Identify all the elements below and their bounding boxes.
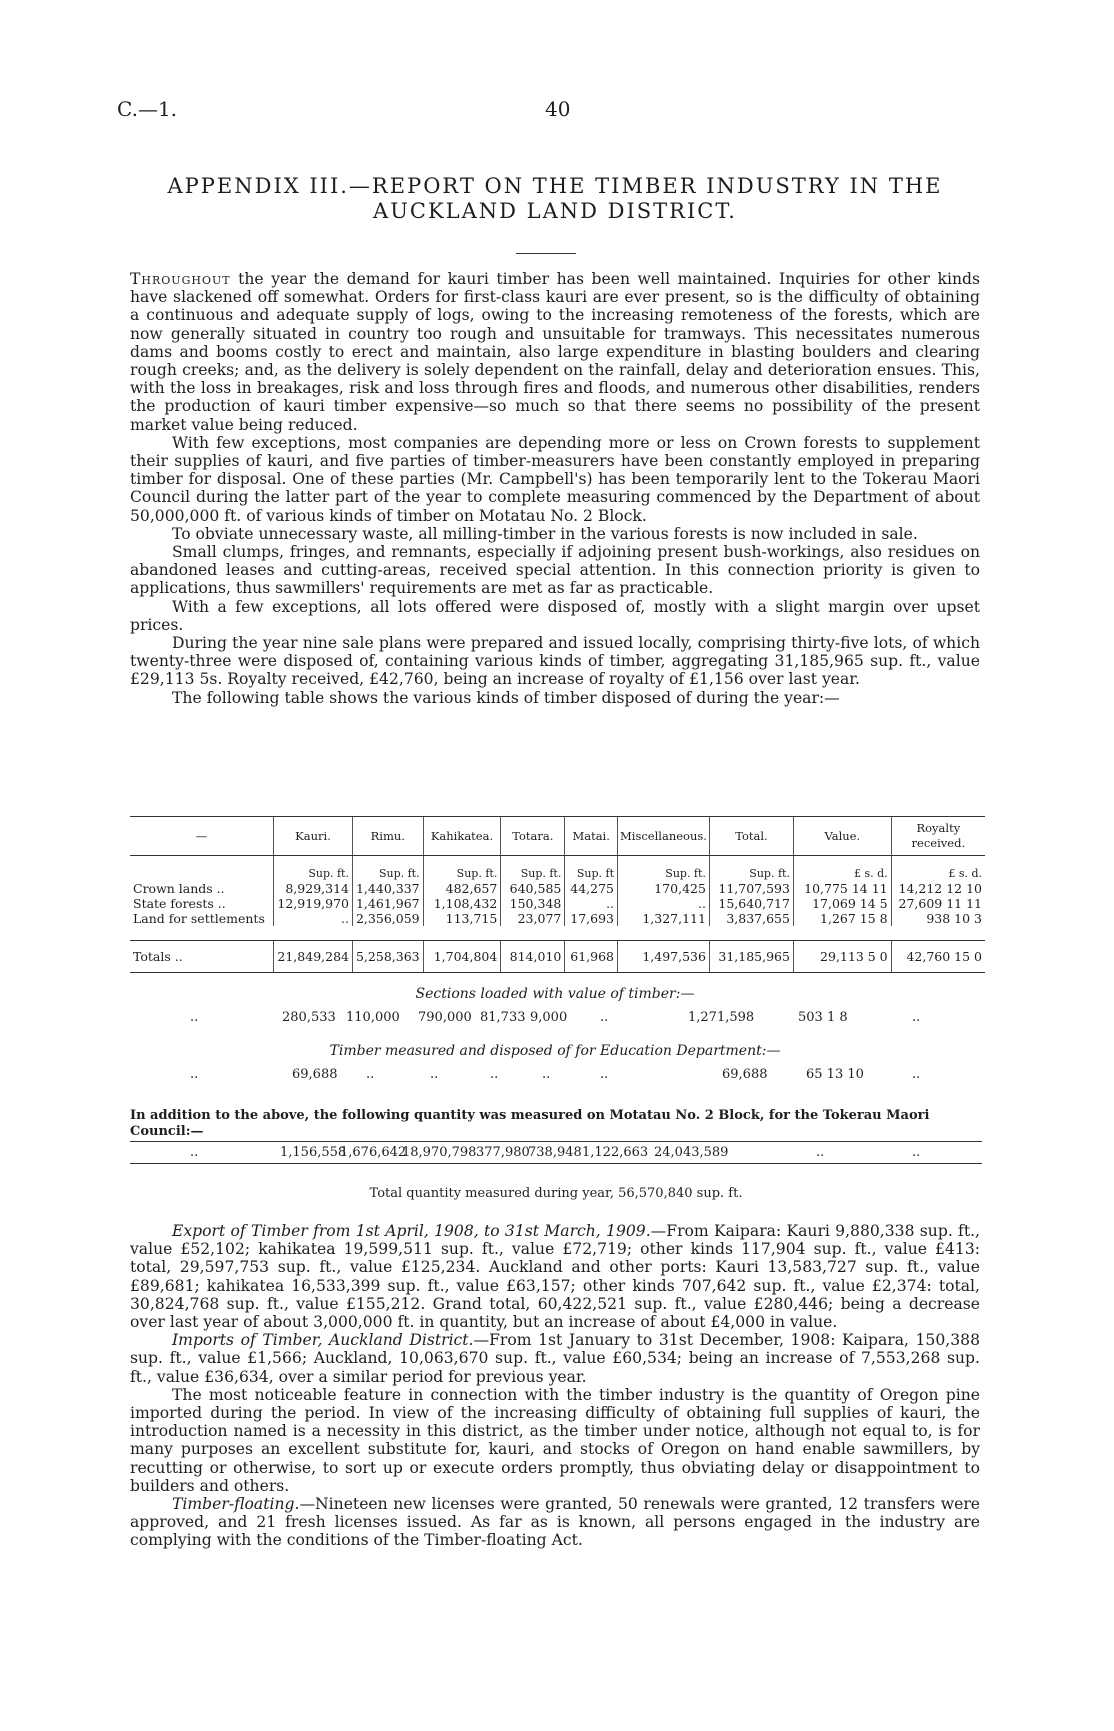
header-kahikatea: Kahikatea.	[423, 817, 501, 856]
council-note: In addition to the above, the following quantity was measured on Motatau No. 2 Block, for the Tokerau Maori Council:—	[130, 1108, 930, 1139]
document-reference: C.—1.	[117, 97, 178, 121]
timber-disposal-table	[130, 816, 985, 973]
education-caption: Timber measured and disposed of for Education Department:—	[329, 1043, 781, 1059]
header-blank: —	[130, 817, 274, 856]
header-royalty: Royalty received.	[891, 817, 985, 856]
title-line-2: AUCKLAND LAND DISTRICT.	[373, 199, 737, 223]
title-line-1: APPENDIX III.—REPORT ON THE TIMBER INDUSTRY IN THE	[167, 174, 943, 198]
paragraph-7: The following table shows the various kinds of timber disposed of during the year:—	[172, 688, 840, 707]
header-value: Value.	[793, 817, 891, 856]
table-header-row	[130, 817, 985, 856]
paragraph-3: To obviate unnecessary waste, all milling-timber in the various forests is now included in sale.	[172, 524, 918, 543]
units-row: Sup. ft. Sup. ft. Sup. ft. Sup. ft. Sup. ft Sup. ft. Sup. ft. £ s. d. £ s. d.	[130, 856, 985, 882]
page-number: 40	[545, 97, 571, 121]
paragraph-6: During the year nine sale plans were prepared and issued locally, comprising thirty-five lots, of which twenty-three were disposed of, containing various kinds of timber, aggregating 31,185,965 sup. ft., value £29,113 5s. Royalty received, £42,760, being an increase of royalty of £1,156 over last year.	[130, 634, 980, 689]
intro-text	[130, 270, 980, 707]
table-row: Crown lands .. 8,929,314 1,440,337 482,657 640,585 44,275 170,425 11,707,593 10,775 14 11 14,212 12 10	[130, 881, 985, 896]
table-row: Land for settlements .. 2,356,059 113,715 23,077 17,693 1,327,111 3,837,655 1,267 15 8 938 10 3	[130, 911, 985, 926]
total-quantity: Total quantity measured during year, 56,570,840 sup. ft.	[369, 1186, 743, 1201]
document-page: C.—1. 40 APPENDIX III.—REPORT ON THE TIMBER INDUSTRY IN THE AUCKLAND LAND DISTRICT. Throughout the year the demand for kauri timber has been well maintained. Inquiries for other kinds have slackened off somewhat. Orders for first-class kauri are ever present, so is the difficulty of obtaining a continuous and adequate supply of logs, owing to the increasing remoteness of the forests, which are now generally situated in country too rough and unsuitable for tramways. This necessitates numerous dams and booms costly to erect and maintain, also large expenditure in blasting boulders and clearing rough creeks; and, as the delivery is solely dependent on the rainfall, delay and deterioration ensues. This, with the loss in breakages, risk and loss through fires and floods, and numerous other disabilities, renders the production of kauri timber expensive—so much so that there seems no possibility of the present market value being reduced. With few exceptions, most companies are depending more or less on Crown forests to supplement their supplies of kauri, and five parties of timber-measurers have been constantly employed in preparing timber for disposal. One of these parties (Mr. Campbell's) has been temporarily lent to the Tokerau Maori Council during the latter part of the year to complete measuring commenced by the Department of about 50,000,000 ft. of various kinds of timber on Motatau No. 2 Block. To obviate unnecessary waste, all milling-timber in the various forests is now included in sale. Small clumps, fringes, and remnants, especially if adjoining present bush-workings, also residues on abandoned leases and cutting-areas, received special attention. In this connection priority is given to applications, thus sawmillers' requirements are met as far as practicable. With a few exceptions, all lots offered were disposed of, mostly with a slight margin over upset prices. During the year nine sale plans were prepared and issued locally, comprising thirty-five lots, of which twenty-three were disposed of, containing various kinds of timber, aggregating 31,185,965 sup. ft., value £29,113 5s. Royalty received, £42,760, being an increase of royalty of £1,156 over last year. The following table shows the various kinds of timber disposed of during the year:— — Kauri. Rimu. Kahikatea. Totara. Matai. Miscellaneous. Total. Value. Royalty received. Sup. ft. Sup. ft. Sup. ft. Sup. ft. Sup. ft Sup. ft. Sup. ft. £ s. d. £ s. d. Crown lands .. 8,929,314 1,440,337 482,657 640,585 44,275 170,425 11,707,593 10,775 14 11 14,212 12 10 State forests .. 12,919,970 1,461,967 1,108,432 150,348 .. .. 15,640,717 17,069 14 5 27,609 11 11 Land for settlements .. 2,356,059 113,715 23,077 17,693 1,327,111 3,837,655 1,267 15 8 938 10 3 Totals .. 21,849,284 5,258,363 1,704,804 814,010 61,968 1,497,536 31,185,965 29,113 5 0 42,760 15 0 Sections loaded with value of timber:— .. 280,533 110,000 790,000 81,733 9,000 .. 1,271,598 503 1 8 .. Timber measured and disposed of for Education Department:— .. 69,688 .. .. .. .. .. 69,688 65 13 10 .. In addition to the above, the following quantity was measured on Motatau No. 2 Block, for the Tokerau Maori Council:— .. 1,156,558 1,676,642 18,970,798 377,980 738,948 1,122,663 24,043,589 .. .. Total quantity measured during year, 56,570,840 sup. ft. Export of Timber from 1st April, 1908, to 31st March, 1909.—From Kaipara: Kauri 9,880,338 sup. ft., value £52,102; kahikatea 19,599,511 sup. ft., value £72,719; other kinds 117,904 sup. ft., value £413: total, 29,597,753 sup. ft., value £125,234. Auckland and other ports: Kauri 13,583,727 sup. ft., value £89,681; kahikatea 16,533,399 sup. ft., value £63,157; other kinds 707,642 sup. ft., value £2,374: total, 30,824,768 sup. ft., value £155,212. Grand total, 60,422,521 sup. ft., value £280,446; being a decrease over last year of about 3,000,000 ft. in quantity, but an increase of about £4,000 in value. Imports of Timber, Auckland District.—From 1st January to 31st December, 1908: Kaipara, 150,388 sup. ft., value £1,566; Auckland, 10,063,670 sup. ft., value £60,534; being an increase of 7,553,268 sup. ft., value £36,634, over a similar period for previous year. The most noticeable feature in connection with the timber industry is the quantity of Oregon pine imported during the period. In view of the increasing difficulty of obtaining full supplies of kauri, the introduction named is a necessity in this district, as the timber under notice, although not equal to, is for many purposes an excellent substitute for, kauri, and stocks of Oregon on hand enable sawmillers, by recutting or otherwise, to sort up or execute orders promptly, thus obviating delay or disappointment to builders and others. Timber-floating.—Nineteen new licenses were granted, 50 renewals were granted, 12 transfers were approved, and 21 fresh licenses issued. As far as is known, all persons engaged in the industry are complying with the conditions of the Timber-floating Act.	[0, 0, 1114, 1731]
paragraph-2: With few exceptions, most companies are depending more or less on Crown forests to supplement their supplies of kauri, and five parties of timber-measurers have been constantly employed in preparing timber for disposal. One of these parties (Mr. Campbell's) has been temporarily lent to the Tokerau Maori Council during the latter part of the year to complete measuring commenced by the Department of about 50,000,000 ft. of various kinds of timber on Motatau No. 2 Block.	[130, 433, 980, 525]
header-total: Total.	[709, 817, 793, 856]
table-row: State forests .. 12,919,970 1,461,967 1,108,432 150,348 .. .. 15,640,717 17,069 14 5 27,609 11 11	[130, 896, 985, 911]
sections-loaded-caption: Sections loaded with value of timber:—	[415, 986, 695, 1002]
council-rule-top	[130, 1141, 982, 1142]
header-matai: Matai.	[565, 817, 618, 856]
council-rule-bottom	[130, 1163, 982, 1164]
paragraph-4: Small clumps, fringes, and remnants, especially if adjoining present bush-workings, also residues on abandoned leases and cutting-areas, received special attention. In this connection priority is given to applications, thus sawmillers' requirements are met as far as practicable.	[130, 543, 980, 598]
spacer-row	[130, 926, 985, 941]
header-kauri: Kauri.	[274, 817, 353, 856]
header-totara: Totara.	[501, 817, 565, 856]
header-miscellaneous: Miscellaneous.	[618, 817, 710, 856]
oregon-paragraph: The most noticeable feature in connection with the timber industry is the quantity of Oregon pine imported during the period. In view of the increasing difficulty of obtaining full supplies of kauri, the introduction named is a necessity in this district, as the timber under notice, although not equal to, is for many purposes an excellent substitute for, kauri, and stocks of Oregon on hand enable sawmillers, by recutting or otherwise, to sort up or execute orders promptly, thus obviating delay or disappointment to builders and others.	[130, 1385, 980, 1495]
header-rimu: Rimu.	[352, 817, 423, 856]
imports-paragraph: Imports of Timber, Auckland District.—From 1st January to 31st December, 1908: Kaipara, 150,388 sup. ft., value £1,566; Auckland, 10,063,670 sup. ft., value £60,534; being an increase of 7,553,268 sup. ft., value £36,634, over a similar period for previous year.	[130, 1331, 980, 1386]
paragraph-5: With a few exceptions, all lots offered were disposed of, mostly with a slight margin over upset prices.	[130, 597, 980, 634]
totals-row: Totals .. 21,849,284 5,258,363 1,704,804 814,010 61,968 1,497,536 31,185,965 29,113 5 0 42,760 15 0	[130, 941, 985, 973]
export-paragraph: Export of Timber from 1st April, 1908, to 31st March, 1909.—From Kaipara: Kauri 9,880,338 sup. ft., value £52,102; kahikatea 19,599,511 sup. ft., value £72,719; other kinds 117,904 sup. ft., value £413: total, 29,597,753 sup. ft., value £125,234. Auckland and other ports: Kauri 13,583,727 sup. ft., value £89,681; kahikatea 16,533,399 sup. ft., value £63,157; other kinds 707,642 sup. ft., value £2,374: total, 30,824,768 sup. ft., value £155,212. Grand total, 60,422,521 sup. ft., value £280,446; being a decrease over last year of about 3,000,000 ft. in quantity, but an increase of about £4,000 in value.	[130, 1222, 980, 1332]
trade-text	[130, 1222, 980, 1550]
floating-paragraph: Timber-floating.—Nineteen new licenses were granted, 50 renewals were granted, 12 transfers were approved, and 21 fresh licenses issued. As far as is known, all persons engaged in the industry are complying with the conditions of the Timber-floating Act.	[130, 1495, 980, 1550]
report-title	[130, 174, 980, 224]
title-rule	[516, 253, 576, 254]
paragraph-1: Throughout the year the demand for kauri timber has been well maintained. Inquiries for other kinds have slackened off somewhat. Orders for first-class kauri are ever present, so is the difficulty of obtaining a continuous and adequate supply of logs, owing to the increasing remoteness of the forests, which are now generally situated in country too rough and unsuitable for tramways. This necessitates numerous dams and booms costly to erect and maintain, also large expenditure in blasting boulders and clearing rough creeks; and, as the delivery is solely dependent on the rainfall, delay and deterioration ensues. This, with the loss in breakages, risk and loss through fires and floods, and numerous other disabilities, renders the production of kauri timber expensive—so much so that there seems no possibility of the present market value being reduced.	[130, 270, 980, 434]
